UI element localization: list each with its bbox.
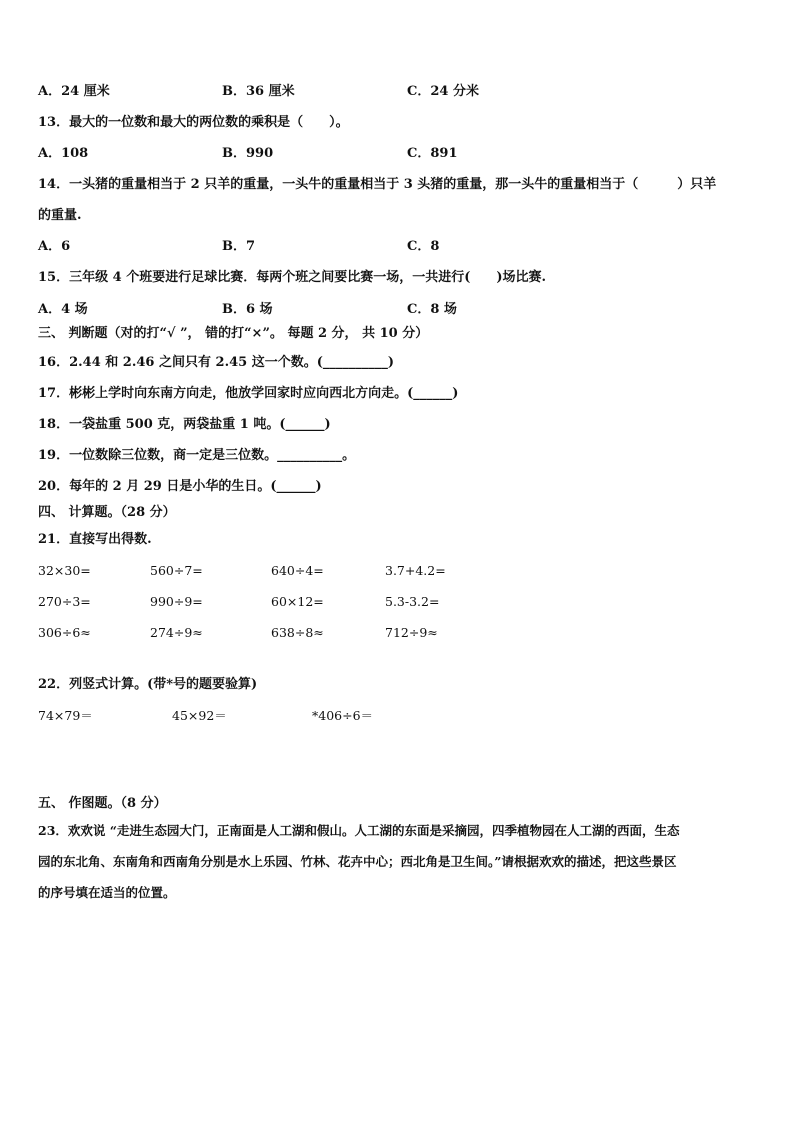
q22-title: 22．列竖式计算。(带*号的题要验算) bbox=[38, 677, 258, 692]
q14-text-line1: 14．一头猪的重量相当于 2 只羊的重量，一头牛的重量相当于 3 头猪的重量，那一头牛的重量相当于（ ）只羊 bbox=[38, 177, 717, 192]
q13-option-a: A．108 bbox=[38, 146, 89, 161]
q15-option-b: B．6 场 bbox=[222, 302, 273, 317]
calc-item: 306÷6≈ bbox=[38, 625, 91, 640]
q13-text: 13．最大的一位数和最大的两位数的乘积是（ ）。 bbox=[38, 115, 349, 130]
section-calc-heading: 四、 计算题。（28 分） bbox=[38, 505, 176, 520]
calc-item: 274÷9≈ bbox=[150, 625, 203, 640]
q15-option-c: C．8 场 bbox=[407, 302, 457, 317]
q14-option-a: A．6 bbox=[38, 239, 71, 254]
calc-item: 640÷4= bbox=[271, 563, 324, 578]
q23-text-line1: 23．欢欢说 “走进生态园大门，正南面是人工湖和假山。人工湖的东面是采摘园，四季植物园在人工湖的西面，生态 bbox=[38, 823, 680, 838]
q17-text: 17．彬彬上学时向东南方向走，他放学回家时应向西北方向走。(______) bbox=[38, 386, 459, 401]
calc-item: 712÷9≈ bbox=[385, 625, 438, 640]
calc-item: 638÷8≈ bbox=[271, 625, 324, 640]
q12-option-a: A．24 厘米 bbox=[38, 84, 110, 99]
vertical-calc-item: 74×79＝ bbox=[38, 708, 93, 723]
q14-text-line2: 的重量. bbox=[38, 208, 82, 223]
q15-text: 15．三年级 4 个班要进行足球比赛．每两个班之间要比赛一场，一共进行( )场比赛. bbox=[38, 270, 547, 285]
section-drawing-heading: 五、 作图题。（8 分） bbox=[38, 796, 167, 811]
calc-item: 270÷3= bbox=[38, 594, 91, 609]
q12-option-b: B．36 厘米 bbox=[222, 84, 295, 99]
calc-item: 5.3-3.2= bbox=[385, 594, 440, 609]
q19-text: 19．一位数除三位数，商一定是三位数。__________。 bbox=[38, 448, 356, 463]
calc-item: 60×12= bbox=[271, 594, 324, 609]
vertical-calc-item: 45×92＝ bbox=[172, 708, 227, 723]
calc-item: 560÷7= bbox=[150, 563, 203, 578]
q20-text: 20．每年的 2 月 29 日是小华的生日。(______) bbox=[38, 479, 322, 494]
q14-option-c: C．8 bbox=[407, 239, 440, 254]
q23-text-line2: 园的东北角、东南角和西南角分别是水上乐园、竹林、花卉中心；西北角是卫生间。”请根据欢欢的描述，把这些景区 bbox=[38, 854, 677, 869]
q12-option-c: C．24 分米 bbox=[407, 84, 479, 99]
q15-option-a: A．4 场 bbox=[38, 302, 88, 317]
calc-item: 3.7+4.2= bbox=[385, 563, 446, 578]
vertical-calc-item: *406÷6＝ bbox=[312, 708, 374, 723]
q13-option-b: B．990 bbox=[222, 146, 274, 161]
q13-option-c: C．891 bbox=[407, 146, 458, 161]
q21-title: 21．直接写出得数. bbox=[38, 532, 152, 547]
calc-item: 990÷9= bbox=[150, 594, 203, 609]
section-judgment-heading: 三、 判断题（对的打“√ ”， 错的打“×”。 每题 2 分， 共 10 分） bbox=[38, 326, 429, 341]
q16-text: 16．2.44 和 2.46 之间只有 2.45 这一个数。(__________) bbox=[38, 355, 395, 370]
q23-text-line3: 的序号填在适当的位置。 bbox=[38, 885, 176, 900]
q14-option-b: B．7 bbox=[222, 239, 256, 254]
q18-text: 18．一袋盐重 500 克，两袋盐重 1 吨。(______) bbox=[38, 417, 331, 432]
calc-item: 32×30= bbox=[38, 563, 91, 578]
